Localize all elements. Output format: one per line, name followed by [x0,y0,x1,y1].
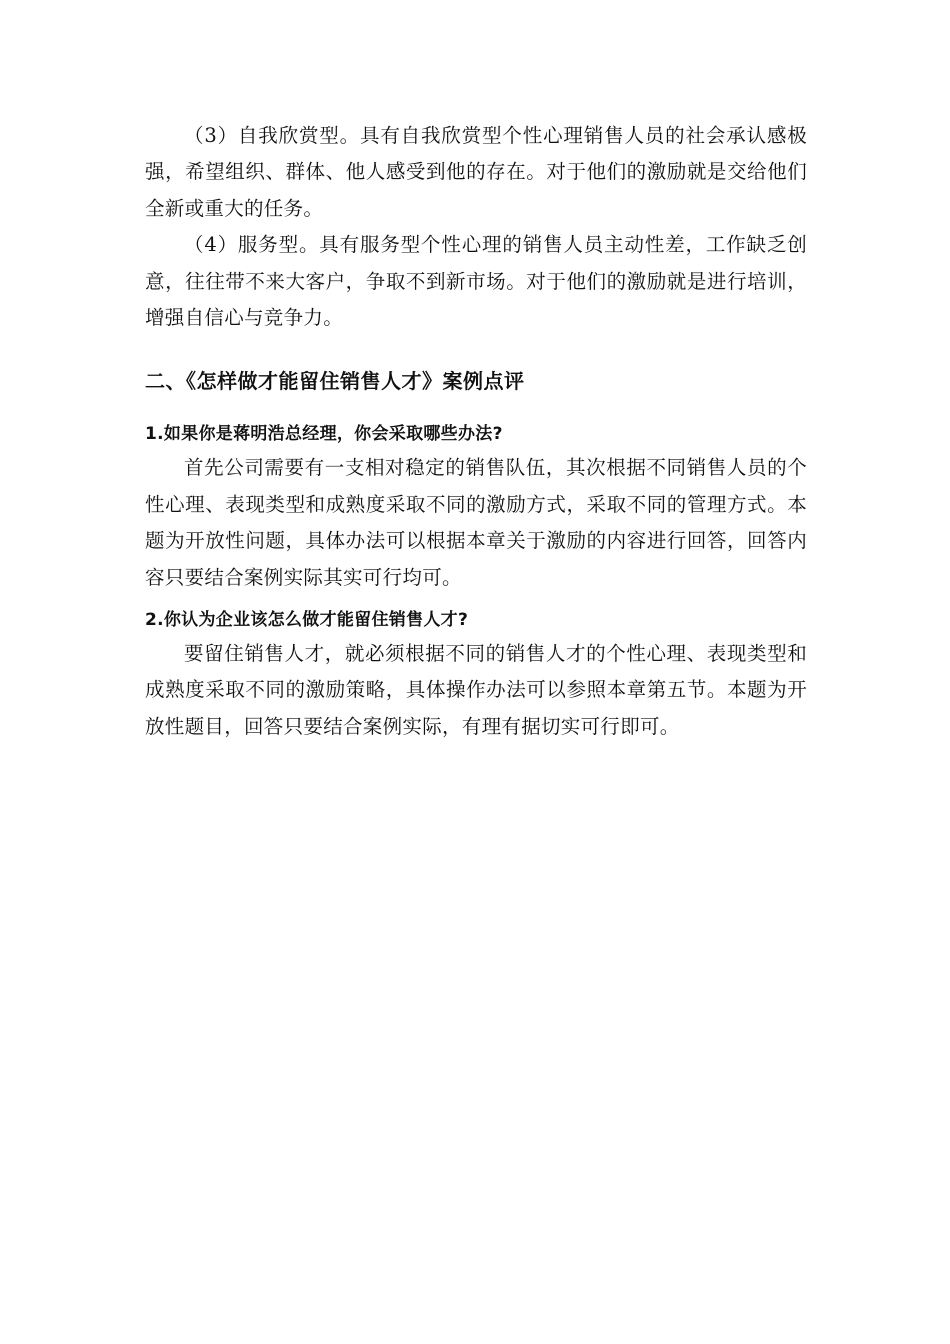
section-heading: 二、《怎样做才能留住销售人才》案例点评 [145,369,525,394]
paragraph-service-type: （4）服务型。具有服务型个性心理的销售人员主动性差，工作缺乏创意，往往带不来大客户，争取不到新市场。对于他们的激励就是进行培训，增强自信心与竞争力。 [145,233,807,330]
question-1-answer: 首先公司需要有一支相对稳定的销售队伍，其次根据不同销售人员的个性心理、表现类型和成熟度采取不同的激励方式，采取不同的管理方式。本题为开放性问题，具体办法可以根据本章关于激励的内容进行回答，回答内容只要结合案例实际其实可行均可。 [145,456,807,589]
question-2-title: 2.你认为企业该怎么做才能留住销售人才? [145,610,469,631]
question-1-title: 1.如果你是蒋明浩总经理，你会采取哪些办法? [145,424,503,445]
page-content [145,118,807,745]
paragraph-self-appreciation-type: （3）自我欣赏型。具有自我欣赏型个性心理销售人员的社会承认感极强，希望组织、群体、他人感受到他的存在。对于他们的激励就是交给他们全新或重大的任务。 [145,124,807,220]
question-2-answer: 要留住销售人才，就必须根据不同的销售人才的个性心理、表现类型和成熟度采取不同的激励策略，具体操作办法可以参照本章第五节。本题为开放性题目，回答只要结合案例实际，有理有据切实可行即可。 [145,642,807,738]
